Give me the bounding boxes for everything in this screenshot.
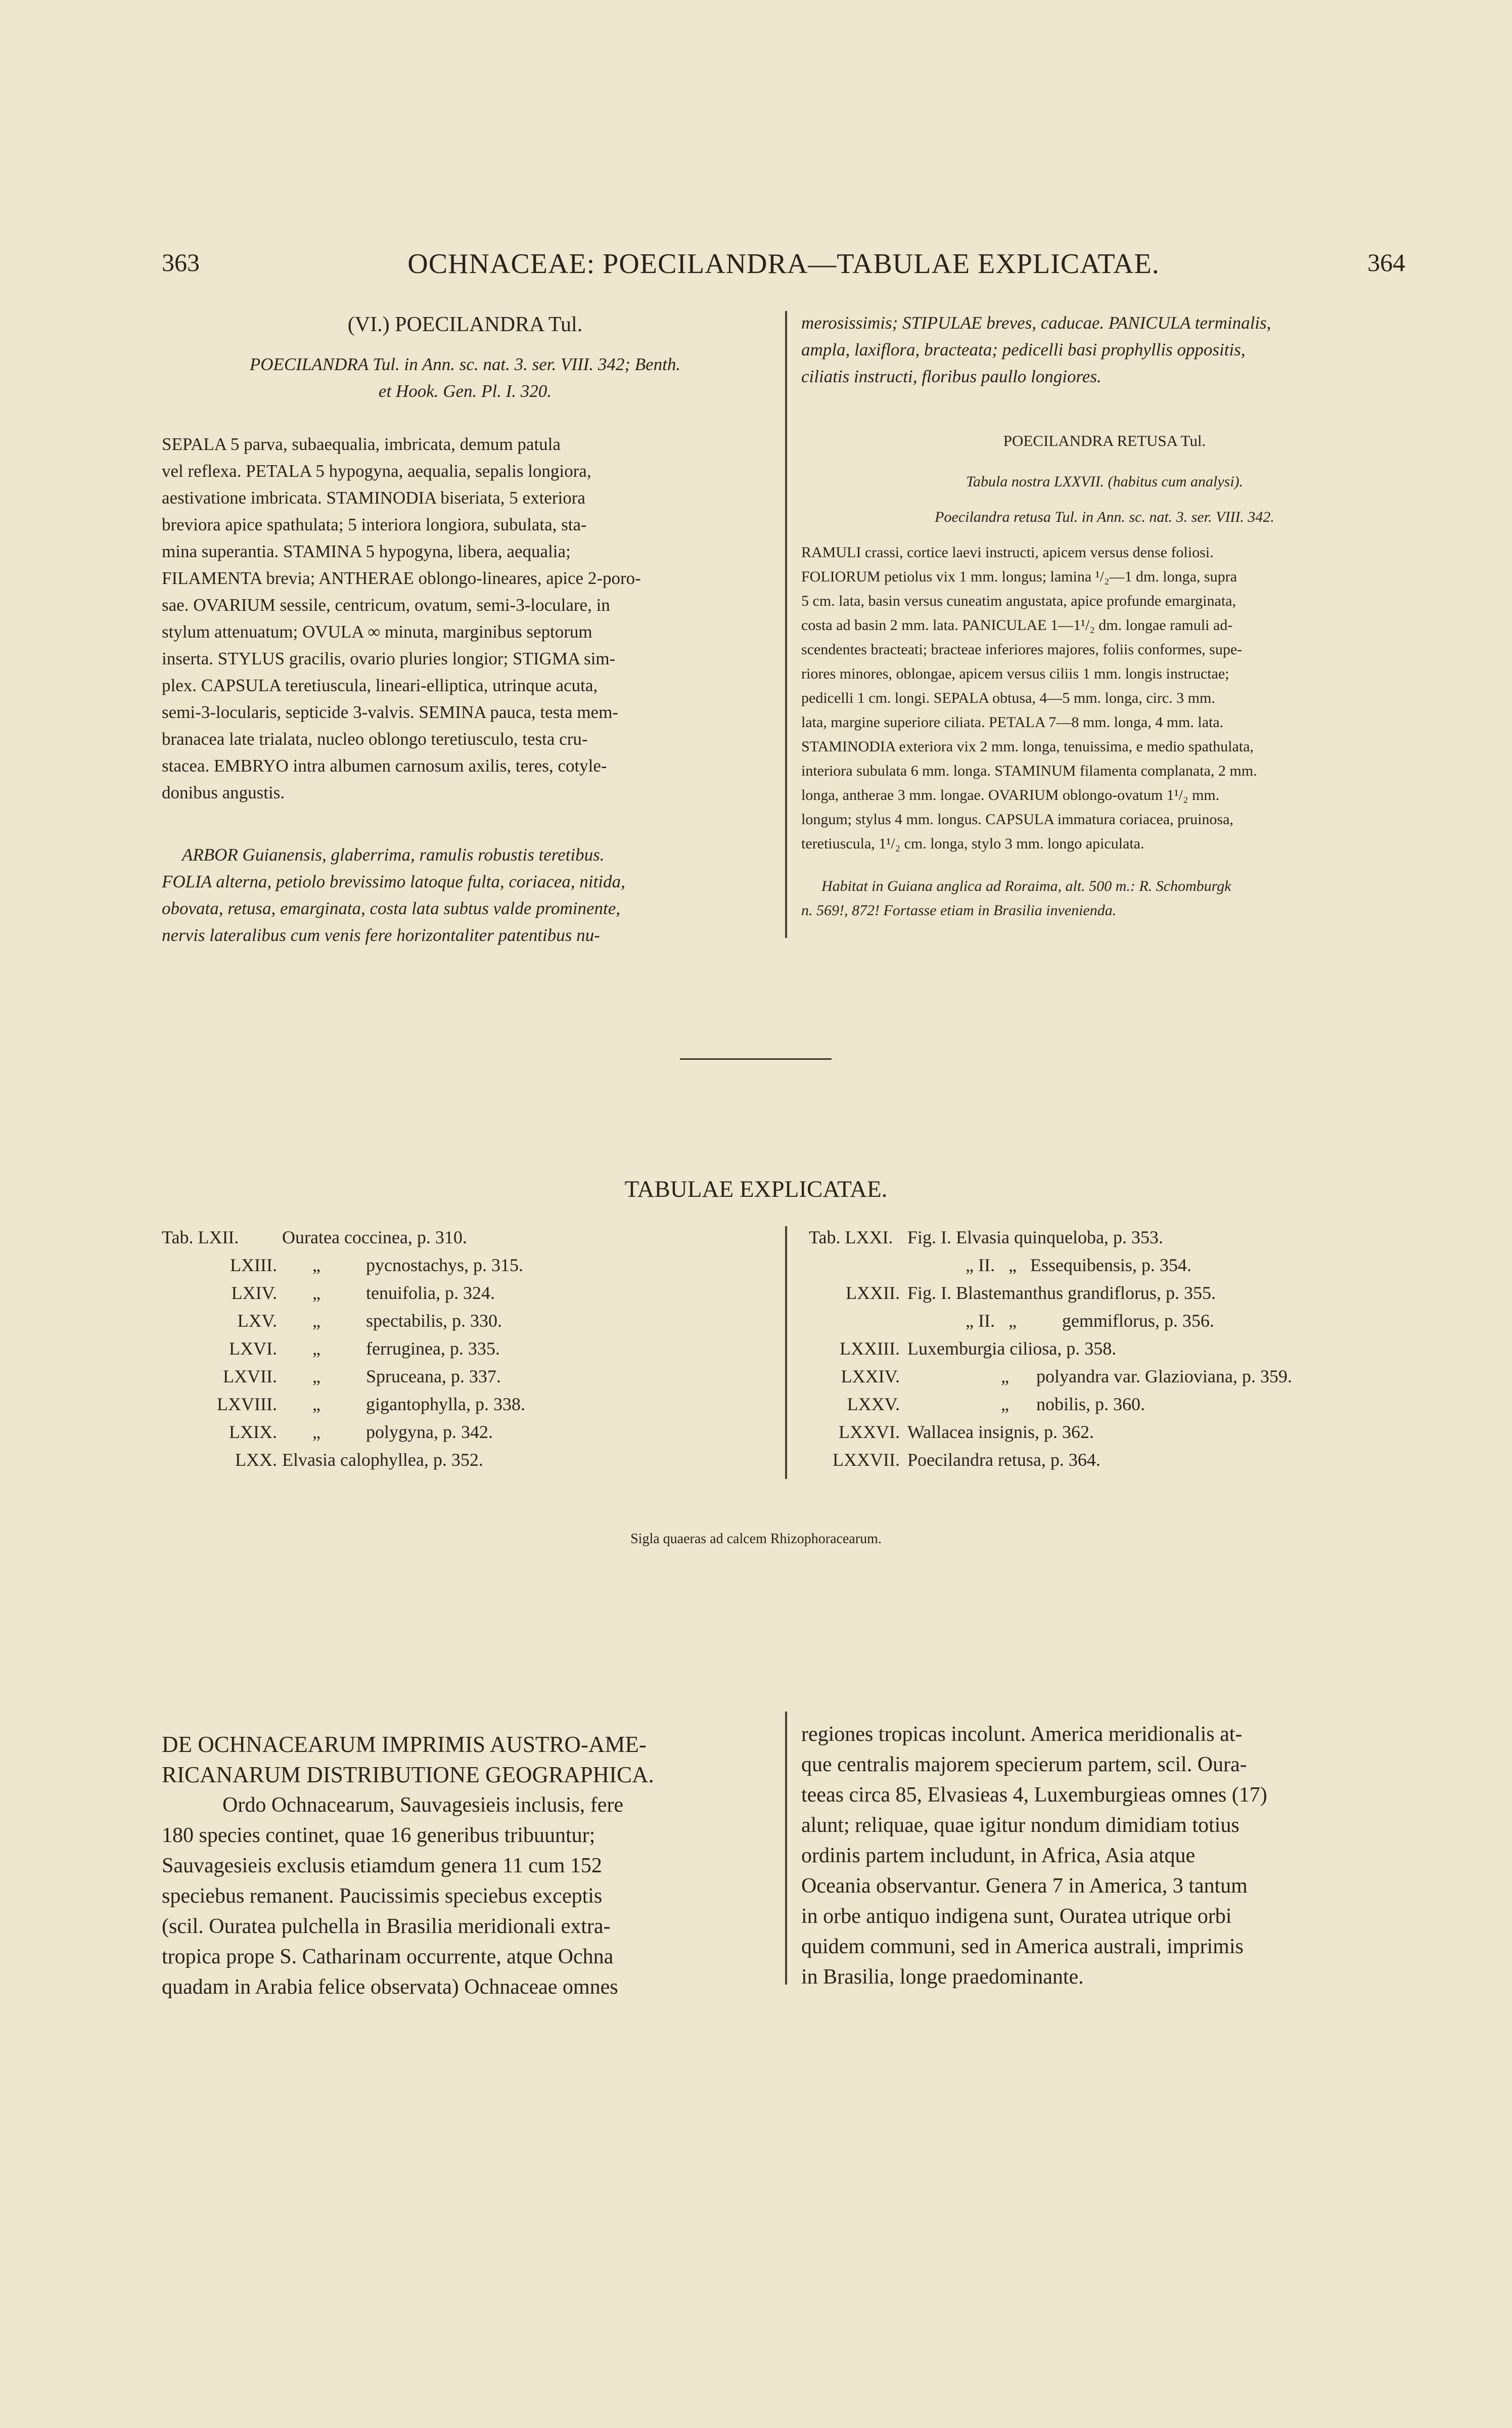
- continuation-line: ampla, laxiflora, bracteata; pedicelli basi prophyllis oppositis,: [801, 340, 1246, 359]
- plate-number: Tab. LXII.: [162, 1227, 239, 1247]
- distribution-left: [162, 1729, 768, 2002]
- plate-number: LXXIII.: [840, 1338, 900, 1359]
- plate-entry: [162, 1279, 768, 1307]
- distribution-heading: RICANARUM DISTRIBUTIONE GEOGRAPHICA.: [162, 1762, 654, 1787]
- plate-caption: „ nobilis, p. 360.: [1001, 1394, 1145, 1414]
- text-line: que centralis majorem specierum partem, scil. Oura-: [801, 1753, 1247, 1776]
- text-line: (scil. Ouratea pulchella in Brasilia meridionali extra-: [162, 1915, 611, 1938]
- plate-caption: tenuifolia, p. 324.: [366, 1283, 495, 1303]
- text-line: in Brasilia, longe praedominante.: [801, 1965, 1084, 1989]
- description-line: vel reflexa. PETALA 5 hypogyna, aequalia, sepalis longiora,: [162, 461, 591, 481]
- distribution-text-left: [162, 1790, 768, 2002]
- plate-entry: [809, 1363, 1405, 1390]
- sigla-note: Sigla quaeras ad calcem Rhizophoracearum.: [630, 1531, 882, 1547]
- plate-entry: [809, 1335, 1405, 1363]
- arbor-line: ARBOR Guianensis, glaberrima, ramulis robustis teretibus.: [182, 845, 605, 865]
- tabulae-heading: TABULAE EXPLICATAE.: [624, 1176, 888, 1202]
- plate-number: LXIV.: [231, 1283, 277, 1303]
- plate-caption: „ II. „ Essequibensis, p. 354.: [966, 1255, 1192, 1275]
- plate-entry: [162, 1224, 768, 1251]
- ditto-mark: „: [312, 1394, 320, 1414]
- species-line: riores minores, oblongae, apicem versus ciliis 1 mm. longis instructae;: [801, 665, 1229, 682]
- plate-caption: Elvasia calophyllea, p. 352.: [282, 1450, 483, 1470]
- plate-list-left: [162, 1224, 768, 1474]
- species-line: interiora subulata 6 mm. longa. STAMINUM filamenta complanata, 2 mm.: [801, 762, 1257, 779]
- plate-number: LXVII.: [223, 1366, 277, 1386]
- left-column: [162, 309, 768, 949]
- species-line: longum; stylus 4 mm. longus. CAPSULA immatura coriacea, pruinosa,: [801, 811, 1233, 828]
- arbor-description: [162, 841, 768, 949]
- column-divider-upper: [785, 311, 787, 938]
- species-line: teretiuscula, 1¹/₂ cm. longa, stylo 3 mm. longo apiculata.: [801, 835, 1144, 852]
- plate-entry: [162, 1251, 768, 1279]
- species-description: [801, 541, 1408, 856]
- description-line: stacea. EMBRYO intra albumen carnosum axilis, teres, cotyle-: [162, 756, 607, 776]
- text-line: Oceania observantur. Genera 7 in America, 3 tantum: [801, 1874, 1248, 1898]
- plate-entry: [162, 1335, 768, 1363]
- species-heading: POECILANDRA RETUSA Tul.: [1003, 432, 1206, 449]
- plate-caption: Poecilandra retusa, p. 364.: [907, 1450, 1101, 1470]
- right-column: [801, 309, 1408, 923]
- ditto-mark: „: [312, 1283, 320, 1303]
- page-number-left: 363: [162, 248, 200, 277]
- text-line: alunt; reliquae, quae igitur nondum dimidiam totius: [801, 1814, 1240, 1837]
- plate-list-right: [809, 1224, 1405, 1474]
- plate-caption: spectabilis, p. 330.: [366, 1311, 502, 1331]
- continuation-line: ciliatis instructi, floribus paullo longiores.: [801, 367, 1102, 386]
- tabula-reference: Tabula nostra LXXVII. (habitus cum analysi).: [966, 473, 1244, 490]
- plate-caption: Fig. I. Blastemanthus grandiflorus, p. 355.: [907, 1283, 1216, 1303]
- plate-number: LXVI.: [229, 1338, 277, 1359]
- plate-number: LXXVI.: [839, 1422, 900, 1442]
- plate-number: LXXII.: [846, 1283, 900, 1303]
- text-line: speciebus remanent. Paucissimis speciebus exceptis: [162, 1884, 603, 1908]
- ditto-mark: „: [312, 1338, 320, 1359]
- species-line: costa ad basin 2 mm. lata. PANICULAE 1—1¹/₂ dm. longae ramuli ad-: [801, 617, 1233, 634]
- ditto-mark: „: [312, 1422, 320, 1442]
- plate-caption: pycnostachys, p. 315.: [366, 1255, 523, 1275]
- plate-entry: [809, 1279, 1405, 1307]
- plate-number: LXX.: [235, 1450, 277, 1470]
- description-line: donibus angustis.: [162, 783, 285, 802]
- species-line: RAMULI crassi, cortice laevi instructi, apicem versus dense foliosi.: [801, 544, 1214, 561]
- text-line: quidem communi, sed in America australi, imprimis: [801, 1935, 1244, 1958]
- text-line: 180 species continet, quae 16 generibus tribuuntur;: [162, 1824, 595, 1847]
- plate-number: Tab. LXXI.: [809, 1227, 893, 1247]
- text-line: tropica prope S. Catharinam occurrente, atque Ochna: [162, 1945, 614, 1968]
- plate-number: LXV.: [237, 1311, 277, 1331]
- plate-caption: gigantophylla, p. 338.: [366, 1394, 525, 1414]
- plate-entry: [809, 1390, 1405, 1418]
- arbor-line: obovata, retusa, emarginata, costa lata subtus valde prominente,: [162, 898, 620, 918]
- plate-entry: [162, 1446, 768, 1474]
- plate-entry: [162, 1390, 768, 1418]
- species-line: lata, margine superiore ciliata. PETALA 7—8 mm. longa, 4 mm. lata.: [801, 714, 1224, 731]
- species-line: scendentes bracteati; bracteae inferiores majores, foliis conformes, supe-: [801, 641, 1243, 658]
- plate-entry: [162, 1363, 768, 1390]
- section-separator: [680, 1058, 832, 1060]
- plate-entry: [162, 1418, 768, 1446]
- distribution-heading: DE OCHNACEARUM IMPRIMIS AUSTRO-AME-: [162, 1732, 647, 1757]
- species-line: longa, antherae 3 mm. longae. OVARIUM oblongo-ovatum 1¹/₂ mm.: [801, 787, 1220, 803]
- plate-caption: polygyna, p. 342.: [366, 1422, 493, 1442]
- species-line: FOLIORUM petiolus vix 1 mm. longus; lamina ¹/₂—1 dm. longa, supra: [801, 568, 1237, 585]
- plate-caption: Luxemburgia ciliosa, p. 358.: [907, 1338, 1117, 1359]
- column-divider-lower: [785, 1712, 787, 1985]
- habitat: [801, 874, 1408, 923]
- description-line: inserta. STYLUS gracilis, ovario pluries longior; STIGMA sim-: [162, 649, 616, 668]
- text-line: teeas circa 85, Elvasieas 4, Luxemburgieas omnes (17): [801, 1783, 1267, 1807]
- plate-caption: „ II. „ gemmiflorus, p. 356.: [966, 1311, 1214, 1331]
- species-citation: Poecilandra retusa Tul. in Ann. sc. nat. 3. ser. VIII. 342.: [935, 509, 1274, 525]
- plate-caption: Wallacea insignis, p. 362.: [907, 1422, 1094, 1442]
- description-line: stylum attenuatum; OVULA ∞ minuta, marginibus septorum: [162, 622, 592, 642]
- habitat-line: Habitat in Guiana anglica ad Roraima, alt. 500 m.: R. Schomburgk: [821, 878, 1231, 894]
- continuation-line: merosissimis; STIPULAE breves, caducae. PANICULA terminalis,: [801, 313, 1271, 333]
- text-line: quadam in Arabia felice observata) Ochnaceae omnes: [162, 1975, 618, 1999]
- plate-caption: Ouratea coccinea, p. 310.: [282, 1227, 467, 1247]
- description-line: sae. OVARIUM sessile, centricum, ovatum, semi-3-loculare, in: [162, 595, 610, 615]
- text-line: ordinis partem includunt, in Africa, Asia atque: [801, 1844, 1196, 1867]
- plate-caption: Spruceana, p. 337.: [366, 1366, 501, 1386]
- plate-entry: [162, 1307, 768, 1335]
- plate-number: LXVIII.: [217, 1394, 277, 1414]
- arbor-line: FOLIA alterna, petiolo brevissimo latoque fulta, coriacea, nitida,: [162, 872, 625, 891]
- column-divider-tabulae: [785, 1226, 787, 1479]
- arbor-line: nervis lateralibus cum venis fere horizontaliter patentibus nu-: [162, 925, 600, 945]
- description-line: semi-3-locularis, septicide 3-valvis. SEMINA pauca, testa mem-: [162, 702, 618, 722]
- page-number-right: 364: [1367, 248, 1405, 277]
- habitat-line: n. 569!, 872! Fortasse etiam in Brasilia invenienda.: [801, 902, 1117, 919]
- running-head: [162, 248, 1405, 288]
- ditto-mark: „: [312, 1255, 320, 1275]
- description-line: aestivatione imbricata. STAMINODIA biseriata, 5 exteriora: [162, 488, 585, 508]
- description-line: branacea late trialata, nucleo oblongo teretiusculo, testa cru-: [162, 729, 588, 749]
- genus-description: [162, 431, 768, 806]
- plate-number: LXXIV.: [841, 1366, 900, 1386]
- text-line: regiones tropicas incolunt. America meridionalis at-: [801, 1723, 1243, 1746]
- genus-heading: (VI.) POECILANDRA Tul.: [347, 313, 583, 336]
- species-line: 5 cm. lata, basin versus cuneatim angustata, apice profunde emarginata,: [801, 593, 1236, 609]
- plate-caption: „ polyandra var. Glazioviana, p. 359.: [1001, 1366, 1292, 1386]
- species-line: STAMINODIA exteriora vix 2 mm. longa, tenuissima, e medio spathulata,: [801, 738, 1254, 755]
- genus-reference-line: et Hook. Gen. Pl. I. 320.: [378, 381, 552, 401]
- plate-number: LXIII.: [230, 1255, 277, 1275]
- text-line: Ordo Ochnacearum, Sauvagesieis inclusis, fere: [222, 1793, 624, 1817]
- description-line: plex. CAPSULA teretiuscula, lineari-elliptica, utrinque acuta,: [162, 676, 598, 695]
- description-line: mina superantia. STAMINA 5 hypogyna, libera, aequalia;: [162, 542, 571, 561]
- plate-entry: [809, 1307, 1405, 1335]
- plate-entry: [809, 1224, 1405, 1251]
- ditto-mark: „: [312, 1366, 320, 1386]
- plate-entry: [809, 1251, 1405, 1279]
- description-line: FILAMENTA brevia; ANTHERAE oblongo-lineares, apice 2-poro-: [162, 568, 641, 588]
- plate-entry: [809, 1418, 1405, 1446]
- distribution-right: [801, 1719, 1408, 1992]
- running-title: OCHNACEAE: POECILANDRA—TABULAE EXPLICATAE.: [407, 248, 1160, 280]
- genus-reference-line: POECILANDRA Tul. in Ann. sc. nat. 3. ser. VIII. 342; Benth.: [249, 354, 681, 374]
- description-line: SEPALA 5 parva, subaequalia, imbricata, demum patula: [162, 434, 561, 454]
- ditto-mark: „: [312, 1311, 320, 1331]
- description-line: breviora apice spathulata; 5 interiora longiora, subulata, sta-: [162, 515, 587, 534]
- text-line: Sauvagesieis exclusis etiamdum genera 11 cum 152: [162, 1854, 602, 1877]
- plate-entry: [809, 1446, 1405, 1474]
- species-line: pedicelli 1 cm. longi. SEPALA obtusa, 4—5 mm. longa, circ. 3 mm.: [801, 690, 1215, 706]
- plate-number: LXIX.: [229, 1422, 277, 1442]
- plate-caption: Fig. I. Elvasia quinqueloba, p. 353.: [907, 1227, 1163, 1247]
- plate-caption: ferruginea, p. 335.: [366, 1338, 500, 1359]
- plate-number: LXXV.: [847, 1394, 900, 1414]
- plate-number: LXXVII.: [833, 1450, 900, 1470]
- text-line: in orbe antiquo indigena sunt, Ouratea utrique orbi: [801, 1905, 1232, 1928]
